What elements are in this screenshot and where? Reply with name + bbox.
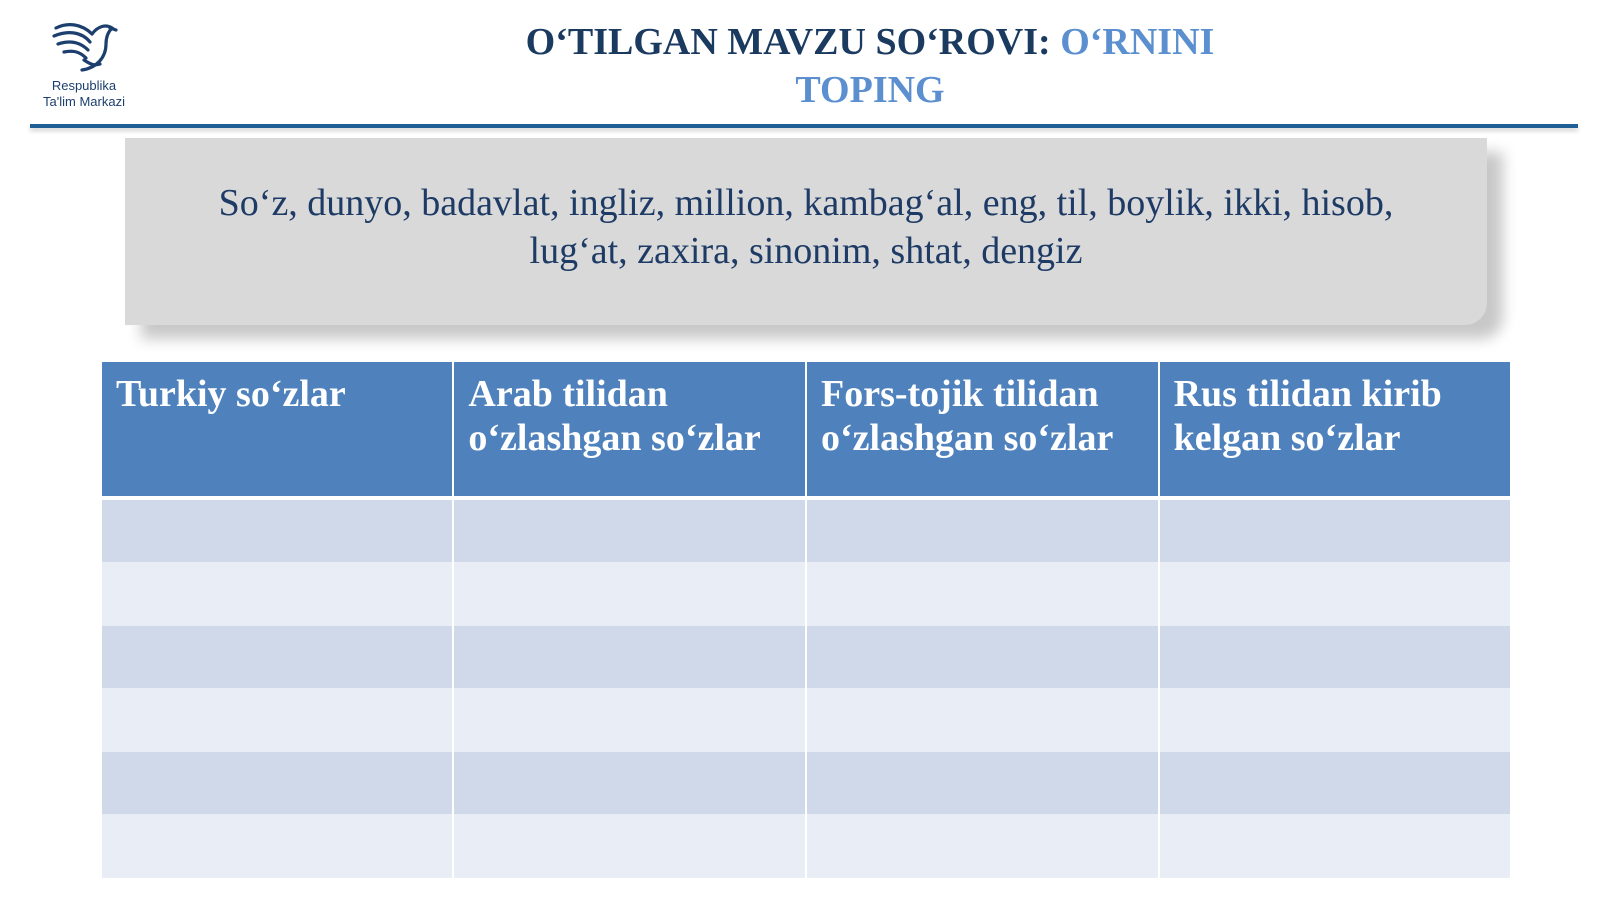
table-cell[interactable] — [1159, 498, 1511, 562]
table-cell[interactable] — [806, 626, 1159, 688]
table-cell[interactable] — [806, 752, 1159, 814]
table-row — [101, 752, 1511, 814]
table-cell[interactable] — [806, 814, 1159, 878]
table-cell[interactable] — [453, 814, 806, 878]
word-list-box — [125, 138, 1487, 325]
header-divider — [30, 124, 1578, 128]
title-part-3: TOPING — [795, 69, 945, 111]
table-cell[interactable] — [1159, 626, 1511, 688]
logo-line-2: Ta'lim Markazi — [43, 94, 125, 109]
table-cell[interactable] — [453, 688, 806, 752]
table-row — [101, 688, 1511, 752]
table-cell[interactable] — [101, 562, 453, 626]
table-cell[interactable] — [806, 498, 1159, 562]
table-cell[interactable] — [453, 626, 806, 688]
table-cell[interactable] — [1159, 562, 1511, 626]
table-row — [101, 814, 1511, 878]
table-cell[interactable] — [101, 752, 453, 814]
header-russian-words: Rus tilidan kirib kelgan so‘zlar — [1159, 362, 1511, 498]
table-cell[interactable] — [453, 752, 806, 814]
table-row — [101, 562, 1511, 626]
header-arabic-words: Arab tilidan o‘zlashgan so‘zlar — [453, 362, 806, 498]
table-cell[interactable] — [806, 562, 1159, 626]
table-cell[interactable] — [1159, 752, 1511, 814]
title-part-1: O‘TILGAN MAVZU SO‘ROVI: — [525, 21, 1051, 63]
classification-table — [100, 362, 1512, 878]
table-cell[interactable] — [453, 562, 806, 626]
header-persian-words: Fors-tojik tilidan o‘zlashgan so‘zlar — [806, 362, 1159, 498]
table-cell[interactable] — [101, 814, 453, 878]
logo — [28, 14, 140, 122]
page-title — [470, 18, 1270, 114]
table-cell[interactable] — [101, 688, 453, 752]
table-header-row — [101, 362, 1511, 498]
header-turkic-words: Turkiy so‘zlar — [101, 362, 453, 498]
table-cell[interactable] — [101, 498, 453, 562]
title-part-2: O‘RNINI — [1060, 21, 1215, 63]
word-list-text: So‘z, dunyo, badavlat, ingliz, million, kambag‘al, eng, til, boylik, ikki, hisob, lug‘at, zaxira, sinonim, shtat, dengiz — [218, 181, 1394, 272]
table-cell[interactable] — [453, 498, 806, 562]
bird-logo-icon — [28, 14, 140, 74]
table-cell[interactable] — [1159, 688, 1511, 752]
table-cell[interactable] — [1159, 814, 1511, 878]
table-row — [101, 498, 1511, 562]
table-row — [101, 626, 1511, 688]
table-cell[interactable] — [806, 688, 1159, 752]
logo-line-1: Respublika — [51, 78, 117, 93]
table-cell[interactable] — [101, 626, 453, 688]
